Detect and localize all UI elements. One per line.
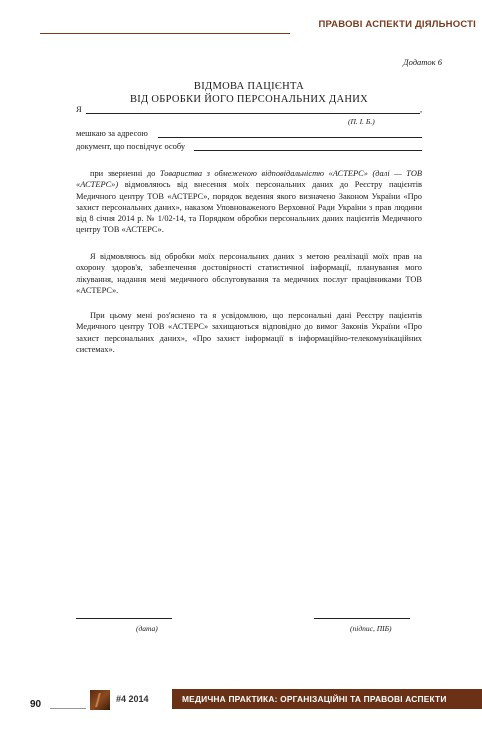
address-label: мешкаю за адресою <box>76 128 148 138</box>
date-signature-line[interactable] <box>76 618 172 619</box>
sign-label: (підпис, ПІБ) <box>350 624 392 633</box>
name-comma: , <box>420 104 423 114</box>
annex-label: Додаток 6 <box>403 57 442 67</box>
footer-rule <box>50 708 86 709</box>
name-prefix: Я <box>76 104 82 114</box>
paragraph-1 <box>76 168 422 236</box>
document-field-row <box>76 141 424 152</box>
name-input-line[interactable] <box>86 113 420 114</box>
paragraph-2: Я відмовляюсь від обробки моїх персональних даних з метою реалізації моїх прав на охорону здоров'я, забезпечення достовірності статистичної інформації, планування мого лікування, надання мені медичного обслуговування та медичних послуг працівниками ТОВ «АСТЕРС». <box>76 252 422 295</box>
issue-number: #4 2014 <box>116 694 149 704</box>
address-input-line[interactable] <box>158 137 422 138</box>
address-field-row <box>76 128 424 139</box>
paragraph-1-start: при зверненні до <box>90 169 160 178</box>
paragraph-1-rest: відмовляюсь від внесення моїх персональних даних до Реєстру пацієнтів Медичного центру ТОВ «АСТЕРС», порядок ведення якого визначено Законом України «Про захист персональних даних», наказом Уповноваженого Верховної Ради України з прав людини від 8 січня 2014 р. № 1/02-14, та Порядком обробки персональних даних пацієнтів Медичного центру ТОВ «АСТЕРС». <box>76 180 422 235</box>
page-number: 90 <box>30 699 42 710</box>
document-title-line2: ВІД ОБРОБКИ ЙОГО ПЕРСОНАЛЬНИХ ДАНИХ <box>129 94 369 105</box>
document-title-line1: ВІДМОВА ПАЦІЄНТА <box>193 81 305 92</box>
journal-logo-icon <box>90 690 110 710</box>
sign-signature-line[interactable] <box>314 618 410 619</box>
company-name: Товариства з обмеженою відповідальністю «АСТЕРС» (далі — ТОВ «АСТЕРС») <box>76 169 423 190</box>
page-header <box>0 16 482 34</box>
date-label: (дата) <box>136 624 158 633</box>
name-hint: (П. І. Б.) <box>348 117 375 126</box>
document-input-line[interactable] <box>194 150 422 151</box>
section-title: ПРАВОВІ АСПЕКТИ ДІЯЛЬНОСТІ <box>290 16 482 34</box>
name-field-row <box>76 104 424 115</box>
document-label: документ, що посвідчує особу <box>76 141 186 151</box>
header-rule <box>40 33 290 34</box>
journal-title: МЕДИЧНА ПРАКТИКА: ОРГАНІЗАЦІЙНІ ТА ПРАВОВІ АСПЕКТИ <box>172 689 482 709</box>
paragraph-3: При цьому мені роз'яснено та я усвідомлюю, що персональні дані Реєстру пацієнтів Медичного центру ТОВ «АСТЕРС» захищаються відповідно до вимог Законів України «Про захист персональних даних», «Про захист інформації в інформаційно-телекомунікаційних системах». <box>76 311 422 354</box>
